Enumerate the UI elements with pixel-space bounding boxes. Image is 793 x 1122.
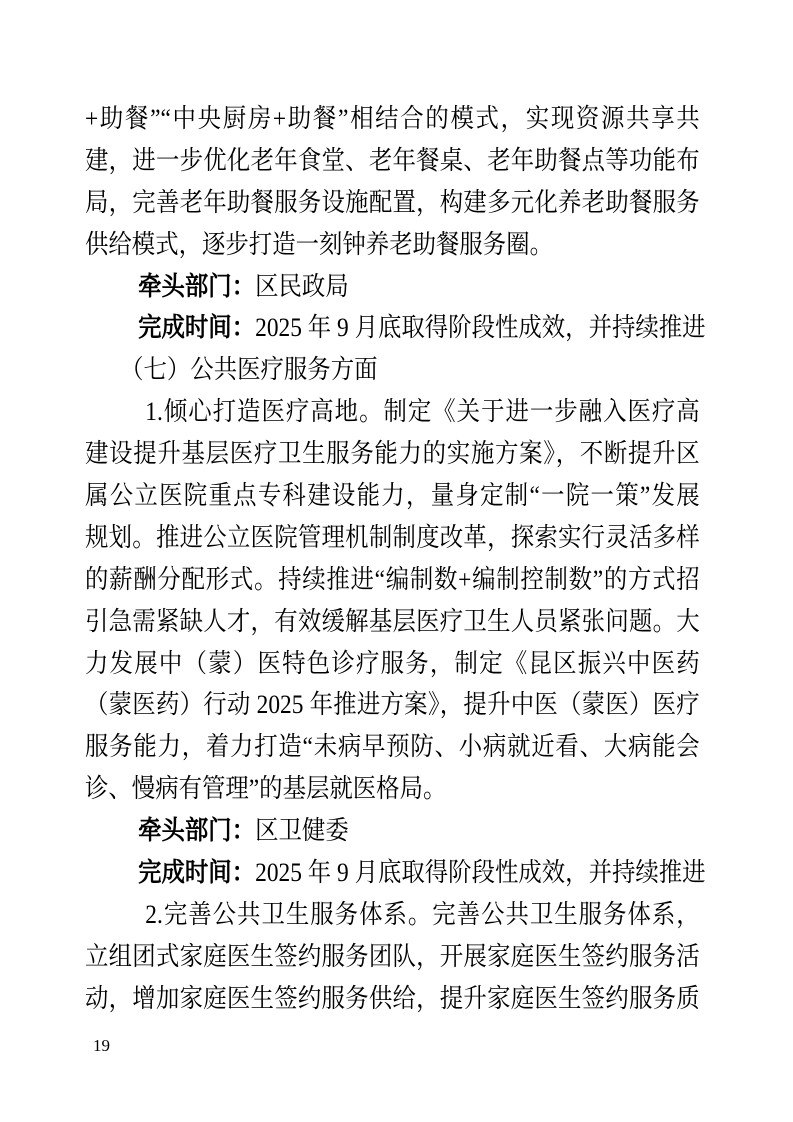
- completion-time-label: 完成时间：: [138, 858, 256, 888]
- completion-time-line: [85, 307, 706, 349]
- completion-time-value: 2025 年 9 月底取得阶段性成效，并持续推进: [255, 858, 706, 888]
- lead-department-line: [85, 266, 700, 308]
- lead-department-value: 区卫健委: [255, 816, 349, 846]
- body-line: 服务能力，着力打造“未病早预防、小病就近看、大病能会: [85, 732, 700, 762]
- completion-time-value: 2025 年 9 月底取得阶段性成效，并持续推进: [255, 313, 706, 343]
- body-line: 力发展中（蒙）医特色诊疗服务，制定《昆区振兴中医药: [85, 648, 700, 678]
- body-line: 属公立医院重点专科建设能力，量身定制“一院一策”发展: [85, 481, 700, 511]
- lead-department-label: 牵头部门：: [138, 816, 256, 846]
- body-line: 2.完善公共卫生服务体系。完善公共卫生服务体系，: [145, 899, 700, 929]
- body-line: 1.倾心打造医疗高地。制定《关于进一步融入医疗高: [145, 397, 700, 427]
- body-line: 立组团式家庭医生签约服务团队，开展家庭医生签约服务活: [85, 941, 700, 971]
- body-line: （蒙医药）行动 2025 年推进方案》，提升中医（蒙医）医疗: [85, 690, 700, 720]
- body-line: 引急需紧缺人才，有效缓解基层医疗卫生人员紧张问题。大: [85, 606, 700, 636]
- body-line: 的薪酬分配形式。持续推进“编制数+编制控制数”的方式招: [85, 564, 700, 594]
- body-line: 诊、慢病有管理”的基层就医格局。: [85, 774, 447, 804]
- body-line: 建，进一步优化老年食堂、老年餐桌、老年助餐点等功能布: [85, 145, 700, 175]
- completion-time-label: 完成时间：: [138, 313, 256, 343]
- body-line: 规划。推进公立医院管理机制制度改革，探索实行灵活多样: [85, 522, 700, 552]
- lead-department-line: [85, 810, 700, 852]
- lead-department-value: 区民政局: [255, 271, 349, 301]
- body-line: 建设提升基层医疗卫生服务能力的实施方案》，不断提升区: [85, 439, 700, 469]
- body-line: 供给模式，逐步打造一刻钟养老助餐服务圈。: [85, 229, 554, 259]
- completion-time-line: [85, 852, 706, 894]
- body-line: 动，增加家庭医生签约服务供给，提升家庭医生签约服务质: [85, 983, 700, 1013]
- document-body: [85, 98, 706, 1020]
- page-number: 19: [93, 1036, 110, 1055]
- body-line: +助餐”“中央厨房+助餐”相结合的模式，实现资源共享共: [85, 104, 700, 133]
- section-heading: （七）公共医疗服务方面: [120, 355, 378, 385]
- lead-department-label: 牵头部门：: [138, 271, 256, 301]
- body-line: 局，完善老年助餐服务设施配置，构建多元化养老助餐服务: [85, 187, 700, 217]
